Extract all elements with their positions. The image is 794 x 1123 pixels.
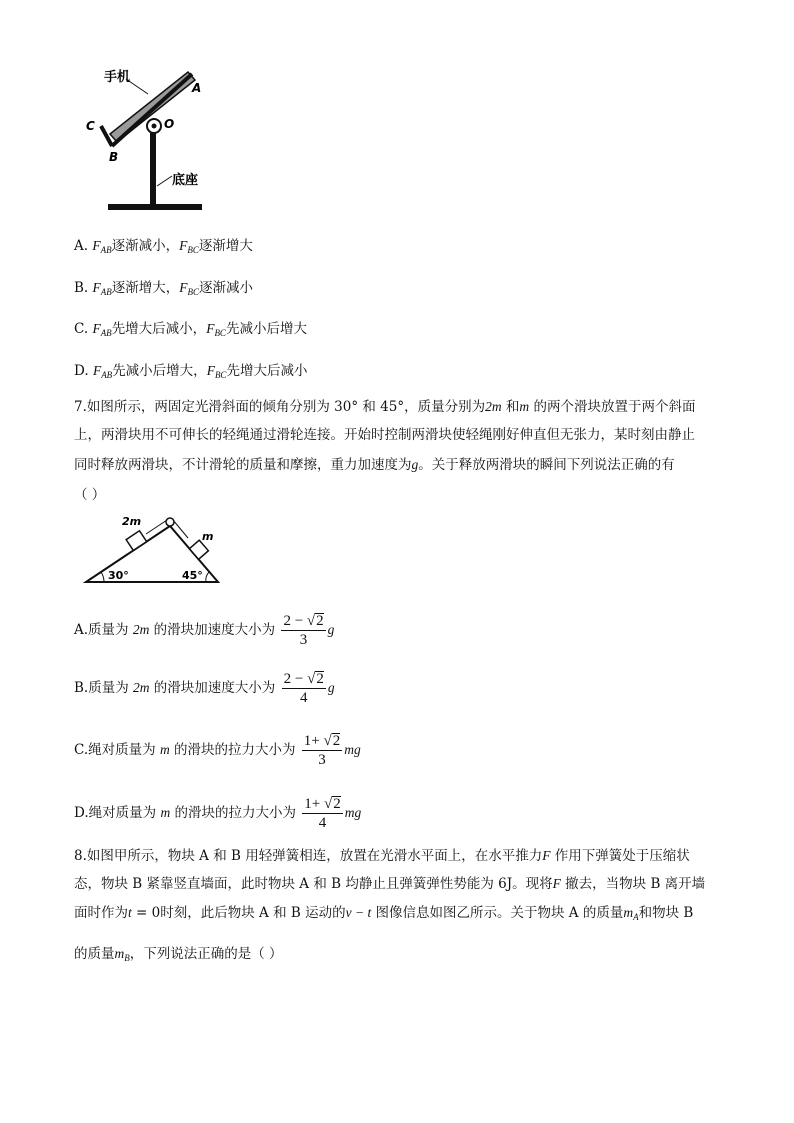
block-2m	[126, 531, 147, 551]
label-a: A	[192, 81, 202, 95]
fraction-a: $\frac{2 - √2}{3}$	[283, 613, 324, 648]
q6-option-b: B. $F_{AB}$逐渐增大，$F_{BC}$逐渐减小	[74, 280, 254, 297]
incline-figure	[82, 512, 222, 586]
q7-answer-paren: （ ）	[74, 487, 106, 503]
label-phone: 手机	[104, 70, 131, 85]
q7-option-d: D.绳对质量为 m 的滑块的拉力大小为 $\frac{1+ √2}{4}$ mg	[74, 796, 362, 831]
q6-option-a: A. $F_{AB}$逐渐减小，$F_{BC}$逐渐增大	[74, 238, 253, 255]
label-c: C	[86, 119, 95, 133]
q7-option-b: B.质量为 2m 的滑块加速度大小为 $\frac{2 - √2}{4}$ g	[74, 671, 335, 706]
q7-stem-line-3: 同时释放两滑块，不计滑轮的质量和摩擦，重力加速度为g。关于释放两滑块的瞬间下列说法正确的有	[74, 457, 675, 473]
fraction-c: $\frac{1+ √2}{3}$	[303, 733, 341, 768]
stand-base	[108, 204, 202, 210]
q6-option-d: D. $F_{AB}$先减小后增大，$F_{BC}$先增大后减小	[74, 363, 308, 380]
rope-right	[173, 520, 188, 538]
phone-stand-figure	[80, 64, 210, 216]
q6-option-c: C. $F_{AB}$先增大后减小，$F_{BC}$先减小后增大	[74, 321, 307, 338]
label-base: 底座	[172, 173, 199, 188]
q8-stem-line-2: 态，物块 B 紧靠竖直墙面，此时物块 A 和 B 均静止且弹簧弹性势能为 6J。现将F 撤去，当物块 B 离开墙	[74, 876, 706, 892]
q7-option-c: C.绳对质量为 m 的滑块的拉力大小为 $\frac{1+ √2}{3}$ mg	[74, 733, 361, 768]
label-o: O	[164, 117, 175, 131]
label-2m: 2m	[122, 515, 142, 528]
block-m	[189, 540, 208, 559]
pulley	[166, 518, 174, 526]
q7-stem-line-2: 上，两滑块用不可伸长的轻绳通过滑轮连接。开始时控制两滑块使轻绳刚好伸直但无张力，某时刻由静止	[74, 427, 695, 443]
label-b: B	[109, 150, 119, 164]
label-m: m	[202, 530, 214, 543]
q8-stem-line-1: 8.如图甲所示，物块 A 和 B 用轻弹簧相连，放置在光滑水平面上，在水平推力F 作用下弹簧处于压缩状	[74, 848, 690, 864]
fraction-d: $\frac{1+ √2}{4}$	[304, 796, 341, 831]
q8-stem-line-4: 的质量$m_B$，下列说法正确的是（ ）	[74, 946, 283, 963]
fraction-b: $\frac{2 - √2}{4}$	[283, 671, 324, 706]
holder-arm-bc	[101, 126, 112, 146]
q7-option-a: A.质量为 2m 的滑块加速度大小为 $\frac{2 - √2}{3}$ g	[74, 613, 335, 648]
rope-left	[146, 520, 167, 534]
q8-stem-line-3: 面时作为t = 0时刻，此后物块 A 和 B 运动的v − t 图像信息如图乙所示。关于物块 A 的质量$m_A$和物块 B	[74, 905, 694, 922]
stand-pole	[150, 133, 156, 205]
label-45: 45°	[182, 569, 203, 582]
label-30: 30°	[108, 569, 129, 582]
q7-stem-line-1: 7.如图所示，两固定光滑斜面的倾角分别为 30° 和 45°，质量分别为2m 和m 的两个滑块放置于两个斜面	[74, 399, 696, 415]
